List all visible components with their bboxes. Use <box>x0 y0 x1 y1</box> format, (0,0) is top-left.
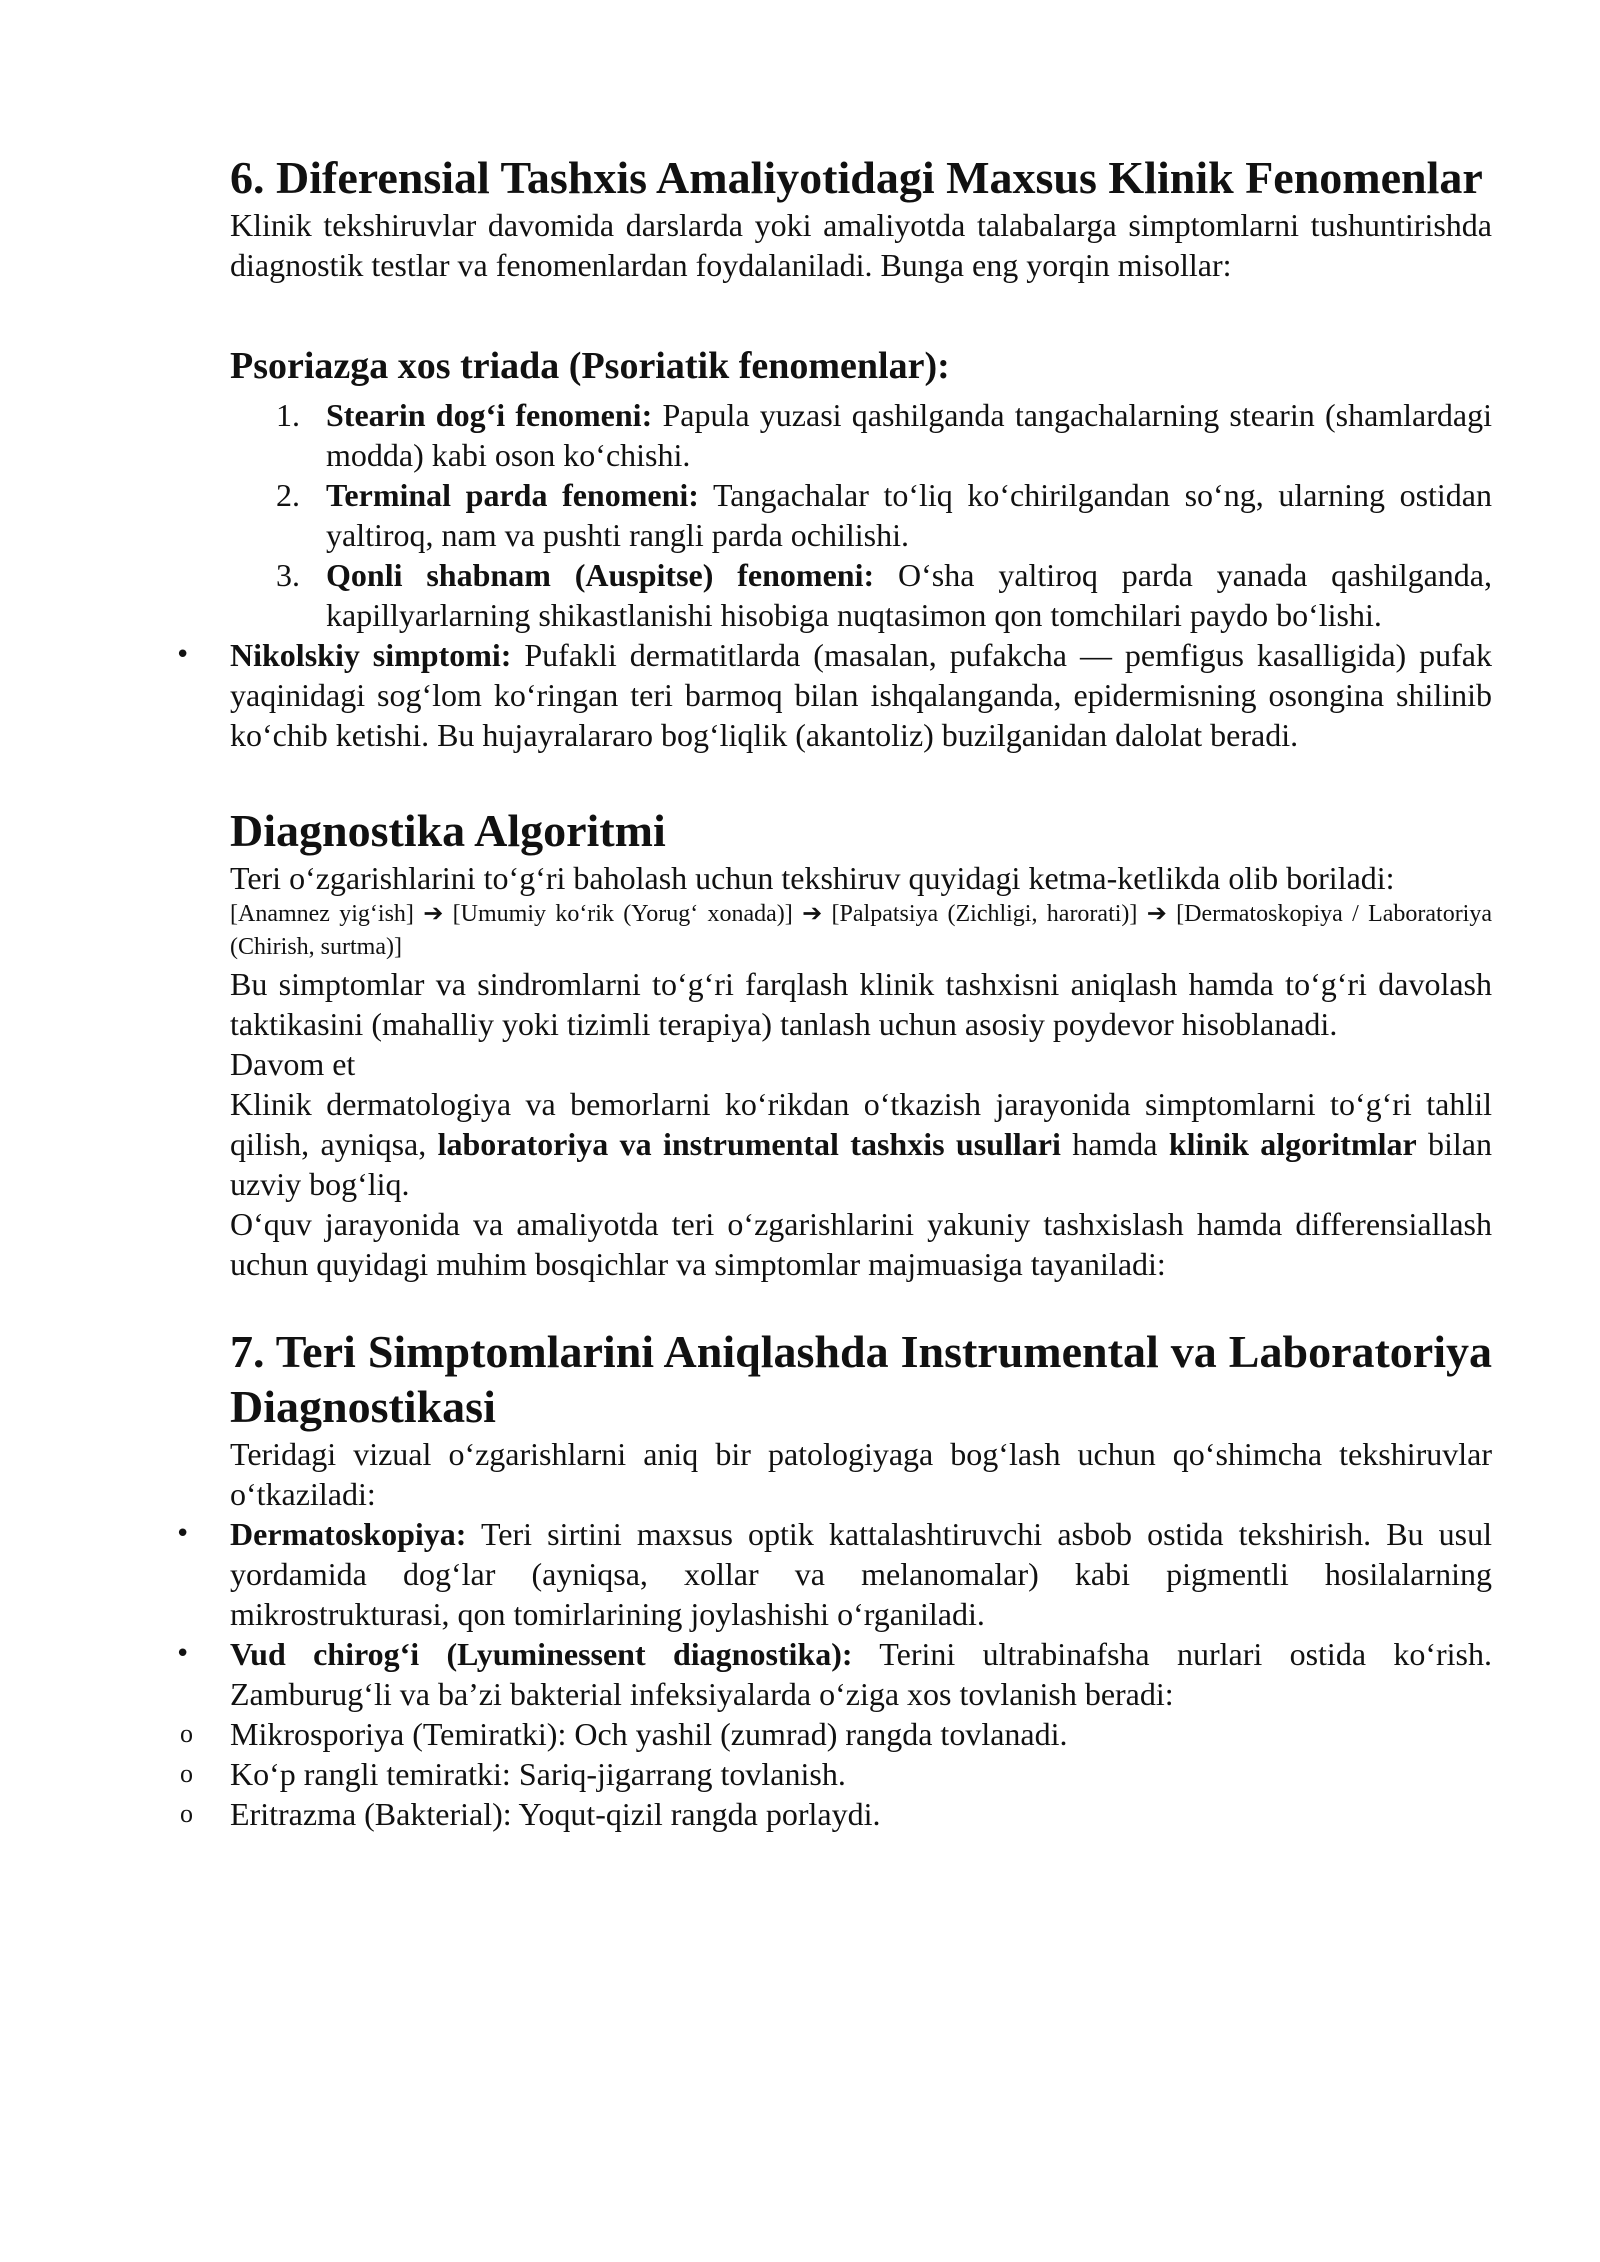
section-6-intro: Klinik tekshiruvlar davomida darslarda yoki amaliyotda talabalarga simptomlarni tushuntirishda diagnostik testlar va fenomenlardan foydalaniladi. Bunga eng yorqin misollar: <box>230 207 1492 283</box>
list-item <box>175 635 1493 755</box>
text-run: hamda <box>1060 1126 1169 1162</box>
diagnostics-list <box>175 1514 1492 1714</box>
algorithm-flow: [Anamnez yig‘ish] ➔ [Umumiy ko‘rik (Yorug‘ xonada)] ➔ [Palpatsiya (Zichligi, harorati)] ➔ [Dermatoskopiya / Laboratoriya (Chirish, surtma)] <box>230 901 1492 960</box>
bullet: • <box>175 1639 191 1669</box>
list-item <box>230 555 1492 635</box>
text-run: bilan uzviy bog‘liq. <box>230 1126 1493 1202</box>
term: Nikolskiy simptomi: <box>230 637 512 673</box>
list-item <box>175 1634 1492 1714</box>
bold-run: klinik algoritmlar <box>1168 1126 1417 1162</box>
description: Eritrazma (Bakterial): Yoqut-qizil rangda porlaydi. <box>230 1796 881 1832</box>
bold-run: laboratoriya va instrumental tashxis usullari <box>437 1126 1061 1162</box>
list-number: 3. <box>276 557 300 593</box>
bullet: • <box>175 640 191 670</box>
algorithm-intro: Teri o‘zgarishlarini to‘g‘ri baholash uchun tekshiruv quyidagi ketma-ketlikda olib boriladi: <box>230 860 1395 896</box>
description: Papula yuzasi qashilganda tangachalarning stearin (shamlardagi modda) kabi oson ko‘chishi. <box>326 397 1492 473</box>
bullet: o <box>180 1759 193 1788</box>
list-number: 1. <box>276 397 300 433</box>
term: Dermatoskopiya: <box>230 1516 467 1552</box>
term: Qonli shabnam (Auspitse) fenomeni: <box>326 557 875 593</box>
list-item <box>230 475 1492 555</box>
document-page <box>175 150 1493 1834</box>
psoriasis-triad-heading: Psoriazga xos triada (Psoriatik fenomenlar): <box>230 345 950 387</box>
description: O‘sha yaltiroq parda yanada qashilganda, kapillyarlarning shikastlanishi hisobiga nuqtasimon qon tomchilari paydo bo‘lishi. <box>326 557 1493 633</box>
list-number: 2. <box>276 477 300 513</box>
davom-et: Davom et <box>230 1046 356 1082</box>
bullet: • <box>175 1519 191 1549</box>
wood-lamp-sublist <box>180 1714 1492 1834</box>
algorithm-paragraph-2 <box>230 1084 1492 1204</box>
bullet: o <box>180 1799 193 1828</box>
section-6-title: 6. Diferensial Tashxis Amaliyotidagi Maxsus Klinik Fenomenlar <box>230 152 1483 203</box>
text-run: Klinik dermatologiya va bemorlarni ko‘rikdan o‘tkazish jarayonida simptomlarni to‘g‘ri tahlil qilish, ayniqsa, <box>230 1086 1492 1162</box>
term: Stearin dog‘i fenomeni: <box>326 397 653 433</box>
description: Terini ultrabinafsha nurlari ostida ko‘rish. Zamburug‘li va ba’zi bakterial infeksiyalarda o‘ziga xos tovlanish beradi: <box>230 1636 1492 1712</box>
description: Ko‘p rangli temiratki: Sariq-jigarrang tovlanish. <box>230 1756 846 1792</box>
term: Terminal parda fenomeni: <box>326 477 699 513</box>
psoriasis-triad-list <box>230 395 1492 635</box>
algorithm-paragraph-1: Bu simptomlar va sindromlarni to‘g‘ri farqlash klinik tashxisni aniqlash hamda to‘g‘ri davolash taktikasini (mahalliy yoki tizimli terapiya) tanlash uchun asosiy poydevor hisoblanadi. <box>230 966 1492 1042</box>
description: Pufakli dermatitlarda (masalan, pufakcha — pemfigus kasalligida) pufak yaqinidagi sog‘lom ko‘ringan teri barmoq bilan ishqalanganda, epidermisning osongina shilinib ko‘chib ketishi. Bu hujayralararo bog‘liqlik (akantoliz) buzilganidan dalolat beradi. <box>230 637 1493 753</box>
description: Teri sirtini maxsus optik kattalashtiruvchi asbob ostida tekshirish. Bu usul yordamida dog‘lar (ayniqsa, xollar va melanomalar) kabi pigmentli hosilalarning mikrostrukturasi, qon tomirlarining joylashishi o‘rganiladi. <box>230 1516 1492 1632</box>
description: Tangachalar to‘liq ko‘chirilgandan so‘ng, ularning ostidan yaltiroq, nam va pushti rangli parda ochilishi. <box>326 477 1493 553</box>
list-item <box>230 395 1492 475</box>
bullet: o <box>180 1719 193 1748</box>
section-7-title: 7. Teri Simptomlarini Aniqlashda Instrumental va Laboratoriya Diagnostikasi <box>230 1326 1492 1432</box>
section-7-intro: Teridagi vizual o‘zgarishlarni aniq bir patologiyaga bog‘lash uchun qo‘shimcha tekshiruvlar o‘tkaziladi: <box>230 1436 1492 1512</box>
list-item <box>180 1794 1492 1834</box>
term: Vud chirog‘i (Lyuminessent diagnostika): <box>230 1636 853 1672</box>
nikolskiy-list <box>175 635 1493 755</box>
description: Mikrosporiya (Temiratki): Och yashil (zumrad) rangda tovlanadi. <box>230 1716 1068 1752</box>
algorithm-title: Diagnostika Algoritmi <box>230 805 666 856</box>
list-item <box>175 1514 1492 1634</box>
list-item <box>180 1714 1492 1754</box>
algorithm-paragraph-3: O‘quv jarayonida va amaliyotda teri o‘zgarishlarini yakuniy tashxislash hamda differensiallash uchun quyidagi muhim bosqichlar va simptomlar majmuasiga tayaniladi: <box>230 1206 1492 1282</box>
list-item <box>180 1754 1492 1794</box>
